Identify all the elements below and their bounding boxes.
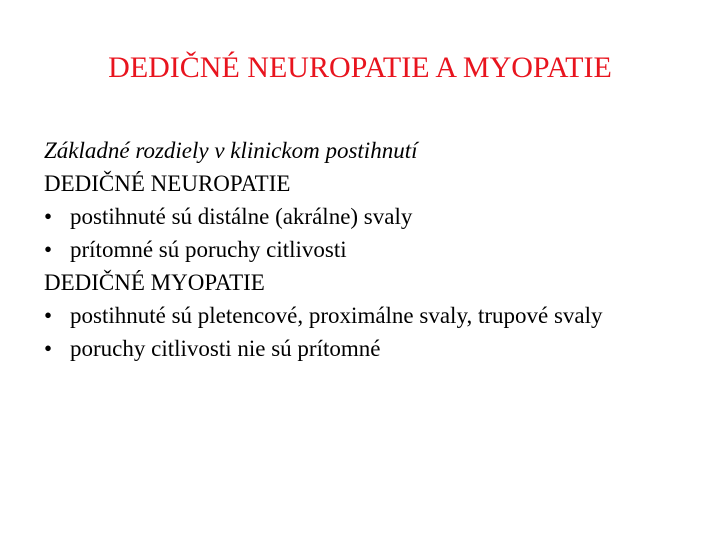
subtitle: Základné rozdiely v klinickom postihnutí (44, 138, 418, 163)
list-item (44, 200, 684, 233)
section-heading-neuropathies: DEDIČNÉ NEUROPATIE (44, 171, 291, 196)
slide-title: DEDIČNÉ NEUROPATIE A MYOPATIE (108, 51, 612, 84)
list-item-text: poruchy citlivosti nie sú prítomné (70, 336, 381, 361)
slide-content (44, 134, 684, 365)
bullet-icon: • (44, 237, 53, 262)
list-item-text: postihnuté sú distálne (akrálne) svaly (70, 204, 413, 229)
list-item-text: postihnuté sú pletencové, proximálne svaly, trupové svaly (70, 303, 603, 328)
bullet-icon: • (44, 303, 53, 328)
section-heading-myopathies: DEDIČNÉ MYOPATIE (44, 270, 265, 295)
list-item (44, 332, 684, 365)
list-item (44, 299, 690, 332)
list-item-text: prítomné sú poruchy citlivosti (70, 237, 347, 262)
bullet-icon: • (44, 336, 53, 361)
list-item (44, 233, 684, 266)
bullet-icon: • (44, 204, 53, 229)
